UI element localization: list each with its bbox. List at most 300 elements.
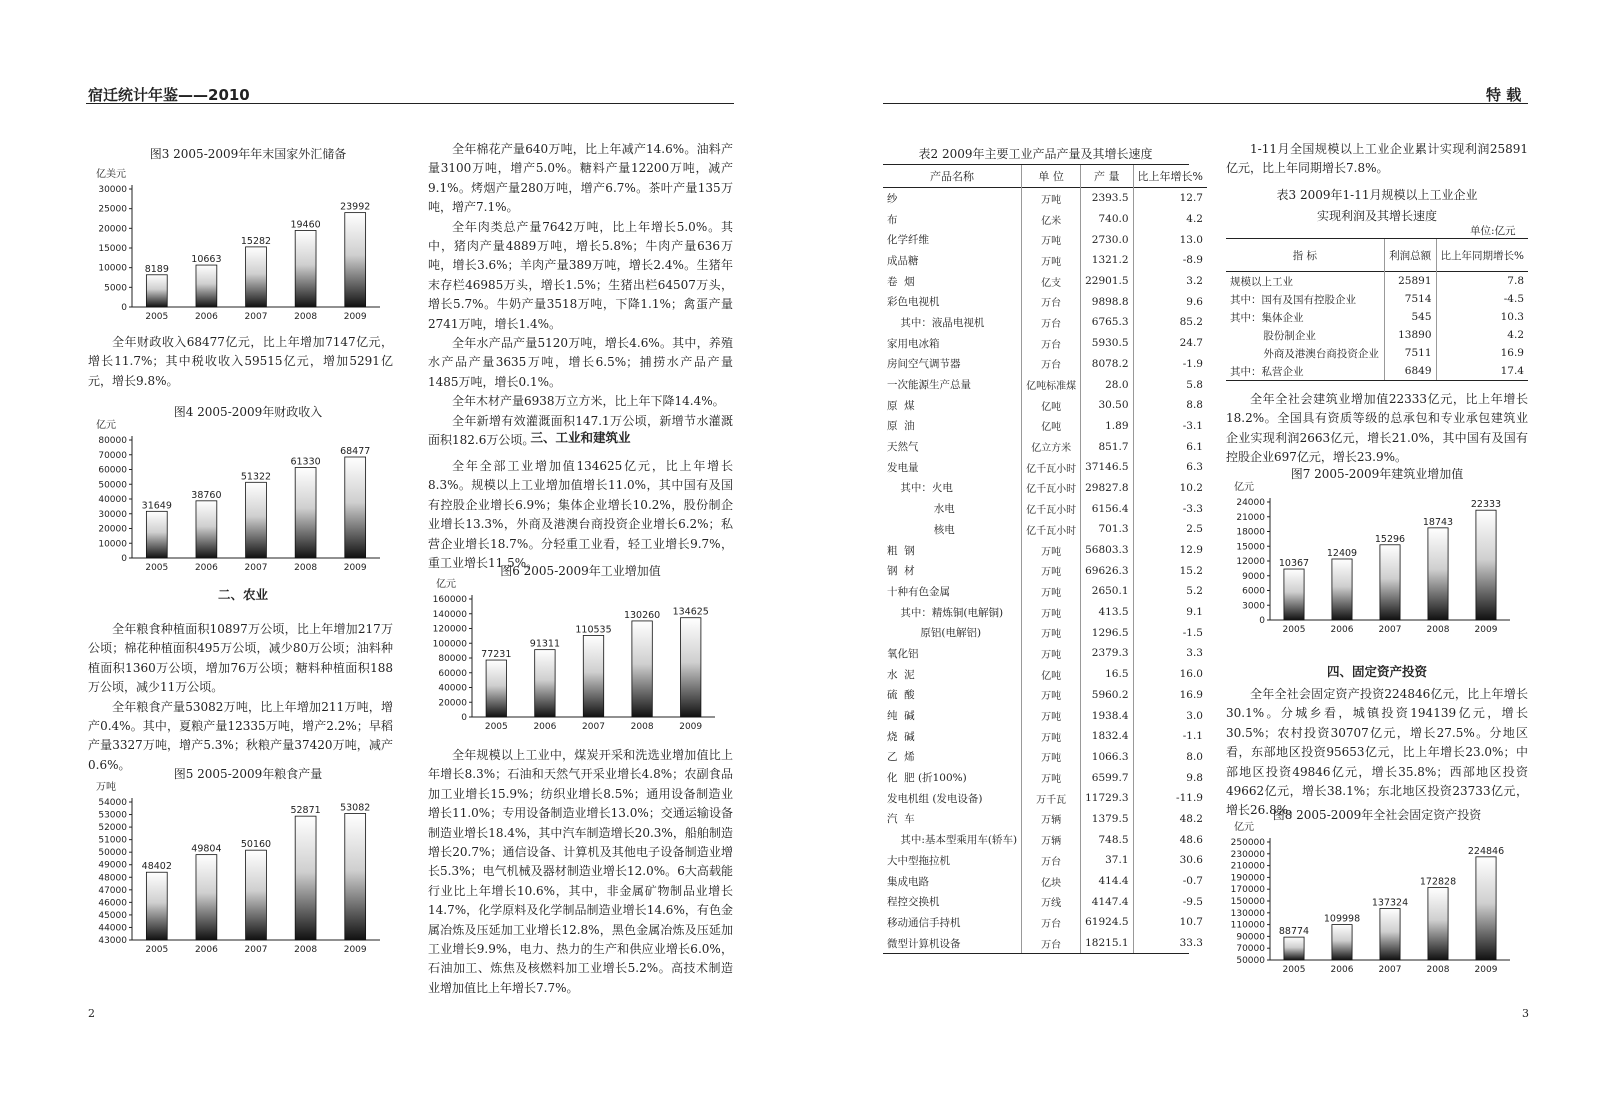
table-cell: 粗 钢 [887,544,915,557]
table2-title: 表2 2009年主要工业产品产量及其增长速度 [918,147,1153,161]
table-cell: 天然气 [887,441,919,454]
table-cell: 11729.3 [1081,788,1133,809]
table-cell: 其中：国有及国有控股企业 [1230,293,1356,306]
table-cell: 15.2 [1133,560,1207,581]
y-tick-label: 250000 [1230,838,1265,848]
fig3-title: 图3 2005-2009年年末国家外汇储备 [149,147,347,161]
y-tick-label: 44000 [98,923,127,934]
table-cell: 5960.2 [1081,685,1133,706]
table-cell: 1379.5 [1081,809,1133,830]
table-row [883,581,1207,602]
y-tick-label: 0 [461,713,467,723]
y-tick-label: 70000 [1236,944,1265,955]
bar [146,872,167,940]
table3-title-line2: 实现利润及其增长速度 [1316,209,1437,223]
col1-agri-text [88,620,393,775]
y-unit-label: 亿元 [436,579,456,590]
table-cell: 万台 [1022,354,1081,375]
table-cell: 化学纤维 [887,234,929,247]
table-cell: -4.5 [1436,290,1528,308]
data-label: 134625 [672,606,709,618]
table2-container [883,164,1203,954]
x-tick-label: 2006 [1330,965,1354,975]
table-cell: 3.3 [1133,643,1207,664]
bar [295,816,316,940]
table-cell: 29827.8 [1081,478,1133,499]
y-tick-label: 20000 [438,698,467,709]
table-row [883,354,1207,375]
table-cell: 汽 车 [887,813,915,826]
y-tick-label: 20000 [98,524,127,535]
table-row [883,188,1207,209]
bar [1476,510,1496,620]
x-tick-label: 2007 [244,563,268,573]
table-row [883,519,1207,540]
table2-header-cell: 单 位 [1022,165,1081,188]
table3-title-line1: 表3 2009年1-11月规模以上工业企业 [1276,188,1478,202]
table-cell: 37.1 [1081,850,1133,871]
table3-container [1226,238,1528,381]
page-number-right: 3 [1522,1007,1529,1020]
y-tick-label: 170000 [1230,885,1265,896]
y-unit-label: 亿元 [1234,482,1254,493]
table-row [1226,308,1528,326]
table-cell: 纯 碱 [887,710,915,723]
data-label: 10367 [1278,558,1310,570]
table-cell: 25891 [1384,272,1436,291]
table-cell: 家用电冰箱 [887,337,940,350]
x-tick-label: 2006 [1330,625,1354,635]
header-left-title: 宿迁统计年鉴——2010 [88,86,250,104]
y-tick-label: 50000 [1236,956,1265,966]
bar [1380,545,1400,620]
table-cell: 亿千瓦小时 [1022,478,1081,499]
y-tick-label: 110000 [1230,920,1265,931]
table-cell: 成品糖 [887,254,919,267]
section-investment: 四、固定资产投资 [1326,664,1427,679]
table-cell: 8078.2 [1081,354,1133,375]
data-label: 15296 [1374,533,1406,545]
y-tick-label: 45000 [98,910,127,921]
fig6-chart [428,575,733,735]
table-cell: 万台 [1022,912,1081,933]
bar [1284,569,1304,620]
data-label: 10663 [191,254,222,266]
table-cell: 9.8 [1133,767,1207,788]
table-row [883,560,1207,581]
table-cell: 亿块 [1022,871,1081,892]
x-tick-label: 2006 [533,722,557,732]
x-tick-label: 2008 [294,945,318,955]
table-row [883,271,1207,292]
table-row [883,478,1207,499]
data-label: 50160 [240,839,272,851]
y-tick-label: 120000 [432,624,467,635]
col4-investment-text [1226,685,1528,821]
y-tick-label: 10000 [98,539,127,550]
y-unit-label: 亿美元 [96,169,126,180]
x-tick-label: 2009 [679,722,703,732]
x-tick-label: 2007 [244,312,268,322]
table-row [883,436,1207,457]
y-tick-label: 0 [121,554,127,564]
table-cell: 集成电路 [887,875,929,888]
table-row [883,312,1207,333]
table-cell: 4.2 [1436,326,1528,344]
table-cell: -8.9 [1133,250,1207,271]
table-cell: 24.7 [1133,333,1207,354]
table-cell: 亿千瓦小时 [1022,519,1081,540]
table-row [883,622,1207,643]
table-cell: 2.5 [1133,519,1207,540]
paragraph-fiscal: 全年财政收入68477亿元，比上年增加7147亿元，增长11.7%；其中税收收入59515亿元，增加5291亿元，增长9.8%。 [88,335,393,388]
table-cell: 16.0 [1133,664,1207,685]
col2-industry-detail-text [428,746,733,998]
x-tick-label: 2009 [343,945,367,955]
table-cell: 3.2 [1133,271,1207,292]
table-cell: 亿吨 [1022,416,1081,437]
table-cell: 布 [887,213,898,226]
table-cell: 56803.3 [1081,540,1133,561]
page-number-left: 2 [88,1007,95,1020]
table-cell: 大中型拖拉机 [887,854,950,867]
y-tick-label: 10000 [98,263,127,274]
bar [196,501,217,558]
bar [246,850,267,940]
data-label: 91311 [529,638,561,650]
y-tick-label: 30000 [98,185,127,195]
y-tick-label: 50000 [98,480,127,491]
bar [535,650,555,717]
table-cell: -0.7 [1133,871,1207,892]
table-cell: 其中:基本型乘用车(轿车) [887,834,1018,847]
table2-header-cell: 比上年增长% [1133,165,1207,188]
y-tick-label: 54000 [98,798,127,808]
x-tick-label: 2007 [244,945,268,955]
y-tick-label: 230000 [1230,849,1265,860]
table-cell: 4.2 [1133,209,1207,230]
table-cell: 万吨 [1022,685,1081,706]
y-tick-label: 5000 [104,283,127,294]
x-tick-label: 2005 [145,945,169,955]
table3-unit: 单位:亿元 [1470,225,1516,237]
x-tick-label: 2008 [1426,625,1450,635]
table-row [883,829,1207,850]
bar [1380,908,1400,960]
header-left-rule [86,103,734,104]
table-cell: -9.5 [1133,891,1207,912]
table-row [883,540,1207,561]
table-cell: 原铝(电解铝) [887,627,982,640]
y-tick-label: 51000 [98,835,127,846]
table-cell: 万吨 [1022,229,1081,250]
y-tick-label: 40000 [438,683,467,694]
table-cell: 核电 [887,523,955,536]
table-cell: 69626.3 [1081,560,1133,581]
table3-header-cell: 利润总额 [1384,239,1436,272]
table-cell: 9.1 [1133,602,1207,623]
table-cell: 万吨 [1022,188,1081,209]
x-tick-label: 2007 [582,722,605,732]
x-tick-label: 2005 [145,312,169,322]
bar [1428,888,1448,960]
table-cell: 万辆 [1022,809,1081,830]
bar [295,468,316,558]
table-row [883,250,1207,271]
y-tick-label: 52000 [98,823,127,834]
x-tick-label: 2007 [1378,625,1402,635]
table-cell: 房间空气调节器 [887,358,961,371]
table-cell: 5.2 [1133,581,1207,602]
data-label: 19460 [290,219,321,231]
table-row [883,291,1207,312]
table3-header-cell: 指 标 [1292,249,1317,262]
table-cell: 亿米 [1022,209,1081,230]
table-cell: 外商及港澳台商投资企业 [1230,347,1379,360]
table-cell: 万吨 [1022,250,1081,271]
table-cell: 原 油 [887,420,915,433]
table-row [1226,272,1528,291]
table-cell: 6156.4 [1081,498,1133,519]
table-cell: 85.2 [1133,312,1207,333]
y-tick-label: 130000 [1230,908,1265,919]
col2-industry-text [428,457,733,573]
data-label: 77231 [481,649,512,661]
table-cell: 万吨 [1022,705,1081,726]
table-row [883,416,1207,437]
y-tick-label: 20000 [98,224,127,235]
x-tick-label: 2008 [1426,965,1450,975]
table-cell: 5930.5 [1081,333,1133,354]
table-row [1226,290,1528,308]
y-unit-label: 亿元 [1234,822,1254,833]
table-cell: 1938.4 [1081,705,1133,726]
table-cell: 万吨 [1022,622,1081,643]
paragraph-profit: 1-11月全国规模以上工业企业累计实现利润25891亿元，比上年同期增长7.8%。 [1226,142,1528,176]
table-cell: 8.0 [1133,747,1207,768]
table-row [883,498,1207,519]
x-tick-label: 2005 [145,563,169,573]
y-tick-label: 47000 [98,885,127,896]
y-tick-label: 50000 [98,848,127,859]
table-cell: 33.3 [1133,933,1207,954]
y-tick-label: 150000 [1230,897,1265,907]
section-industry: 三、工业和建筑业 [530,430,631,445]
table-cell: 7514 [1384,290,1436,308]
paragraph-industry-value: 全年全部工业增加值134625亿元，比上年增长8.3%。规模以上工业增加值增长11.0%，其中国有及国有控股企业增长6.9%；集体企业增长10.2%，股份制企业增长13.3%，外商及港澳台商投资企业增长6.2%；私营企业增长18.7%。分轻重工业看，轻工业增长9.7%，重工业增长11.5%。 [428,459,733,571]
y-tick-label: 90000 [1236,932,1265,943]
fig7-title: 图7 2005-2009年建筑业增加值 [1290,467,1464,481]
table-cell: 万吨 [1022,540,1081,561]
data-label: 18743 [1422,516,1454,528]
table-row [883,767,1207,788]
y-tick-label: 140000 [432,609,467,620]
data-label: 15282 [240,235,272,247]
bar [632,621,652,717]
table-cell: 2730.0 [1081,229,1133,250]
table-cell: 12.9 [1133,540,1207,561]
table-cell: 8.8 [1133,395,1207,416]
table-row [883,726,1207,747]
fig3-chart [88,165,398,325]
table-cell: 2650.1 [1081,581,1133,602]
data-label: 51322 [240,471,272,483]
table-row [883,850,1207,871]
table-row [883,685,1207,706]
data-label: 48402 [141,861,172,873]
bar [1428,528,1448,620]
table-cell: 其中：火电 [887,482,953,495]
header-right-title: 特 载 [1486,86,1522,104]
fig4-chart [88,416,398,576]
table-row [883,664,1207,685]
y-tick-label: 43000 [98,936,127,946]
table-cell: 4147.4 [1081,891,1133,912]
data-label: 130260 [623,609,661,621]
table-cell: 18215.1 [1081,933,1133,954]
x-tick-label: 2009 [343,563,367,573]
table-cell: 发电量 [887,461,919,474]
table-cell: 12.7 [1133,188,1207,209]
table-cell: 6.1 [1133,436,1207,457]
data-label: 172828 [1419,876,1457,888]
table3-header-row [1226,239,1528,272]
x-tick-label: 2009 [1474,625,1498,635]
data-label: 31649 [141,500,172,512]
table-cell: 6599.7 [1081,767,1133,788]
y-tick-label: 40000 [98,495,127,505]
paragraph-timber: 全年木材产量6938万立方米，比上年下降14.4%。 [452,394,725,409]
table-cell: 37146.5 [1081,457,1133,478]
data-label: 109998 [1323,913,1361,925]
table-cell: 7511 [1384,344,1436,362]
table-row [883,457,1207,478]
paragraph-investment: 全年全社会固定资产投资224846亿元，比上年增长30.1%。分城乡看，城镇投资194139亿元，增长30.5%；农村投资30707亿元，增长27.5%。分地区看，东部地区投资95653亿元，比上年增长23.0%；中部地区投资49846亿元，增长35.8%；西部地区投资49662亿元，增长38.1%；东北地区投资23733亿元，增长26.8%。 [1226,687,1528,818]
paragraph-aquatic: 全年水产品产量5120万吨，增长4.6%。其中，养殖水产品产量3635万吨，增长6.5%；捕捞水产品产量1485万吨，增长0.1%。 [428,336,733,389]
table-cell: 1321.2 [1081,250,1133,271]
data-label: 88774 [1278,926,1310,938]
y-tick-label: 46000 [98,898,127,909]
fig8-chart [1226,818,1528,978]
y-tick-label: 60000 [98,465,127,476]
table2 [883,165,1207,953]
table-cell: 其中：集体企业 [1230,311,1304,324]
table-row [883,933,1207,954]
col4-profit-text [1226,140,1528,179]
table-cell: 1.89 [1081,416,1133,437]
bar [246,247,267,307]
y-tick-label: 0 [1259,616,1265,626]
table-cell: 亿吨标准煤 [1022,374,1081,395]
table-cell: 其中：私营企业 [1230,365,1304,378]
table-cell: 乙 烯 [887,751,915,764]
table-row [1226,344,1528,362]
y-tick-label: 24000 [1236,498,1265,508]
y-tick-label: 100000 [432,639,467,650]
data-label: 52871 [290,805,321,817]
x-tick-label: 2009 [343,312,367,322]
table-cell: -1.5 [1133,622,1207,643]
y-tick-label: 0 [121,303,127,313]
table-cell: 2393.5 [1081,188,1133,209]
table-cell: 701.3 [1081,519,1133,540]
table-cell: 3.0 [1133,705,1207,726]
table-row [883,209,1207,230]
table-cell: 1066.3 [1081,747,1133,768]
table-row [883,788,1207,809]
y-tick-label: 15000 [1236,542,1265,553]
table-cell: 万台 [1022,333,1081,354]
table-cell: 740.0 [1081,209,1133,230]
table-cell: 烧 碱 [887,730,915,743]
table-cell: 股份制企业 [1230,329,1316,342]
bar [146,511,167,558]
table-cell: 48.2 [1133,809,1207,830]
data-label: 61330 [290,456,321,468]
table-cell: 10.7 [1133,912,1207,933]
table-cell: 万台 [1022,933,1081,954]
table-cell: 万吨 [1022,643,1081,664]
y-tick-label: 80000 [438,654,467,664]
table3-header-cell: 比上年同期增长% [1436,239,1528,272]
y-tick-label: 53000 [98,810,127,821]
table-cell: 9898.8 [1081,291,1133,312]
table-cell: 30.6 [1133,850,1207,871]
table-cell: -3.3 [1133,498,1207,519]
table-cell: 万台 [1022,291,1081,312]
table-row [883,333,1207,354]
table-cell: 30.50 [1081,395,1133,416]
table-row [883,747,1207,768]
bar [583,635,603,717]
y-tick-label: 18000 [1236,527,1265,538]
table-cell: 水电 [887,503,955,516]
y-tick-label: 49000 [98,860,127,871]
table-cell: 13890 [1384,326,1436,344]
data-label: 23992 [340,201,371,213]
header-right-rule [883,103,1528,104]
table-cell: 748.5 [1081,829,1133,850]
table-cell: 万线 [1022,891,1081,912]
table-cell: 十种有色金属 [887,585,950,598]
table-cell: 彩色电视机 [887,296,940,309]
table-cell: 万台 [1022,312,1081,333]
table-cell: 微型计算机设备 [887,937,961,950]
table-cell: 纱 [887,192,898,205]
bar [196,855,217,940]
table-cell: 钢 材 [887,565,915,578]
table-cell: 其中：液晶电视机 [887,316,985,329]
bar [345,814,366,940]
x-tick-label: 2009 [1474,965,1498,975]
table-cell: 17.4 [1436,362,1528,380]
table-cell: 氧化铝 [887,647,919,660]
table-row [883,643,1207,664]
paragraph-meat: 全年肉类总产量7642万吨，比上年增长5.0%。其中，猪肉产量4889万吨，增长5.8%；牛肉产量636万吨，增长3.6%；羊肉产量389万吨，增长2.4%。生猪年末存栏46985万头，增长1.5%；生猪出栏64507万头，增长5.7%。牛奶产量3518万吨，下降1.1%；禽蛋产量2741万吨，增长1.4%。 [428,219,733,331]
table-cell: 万吨 [1022,602,1081,623]
table-cell: 亿吨 [1022,395,1081,416]
table-cell: 16.9 [1133,685,1207,706]
x-tick-label: 2005 [1282,625,1306,635]
table-cell: 414.4 [1081,871,1133,892]
table-row [883,912,1207,933]
bar [196,265,217,307]
table-row [883,809,1207,830]
table2-header-cell: 产品名称 [930,170,975,183]
col1-fiscal-text [88,333,393,391]
y-tick-label: 80000 [98,436,127,446]
y-tick-label: 210000 [1230,861,1265,872]
